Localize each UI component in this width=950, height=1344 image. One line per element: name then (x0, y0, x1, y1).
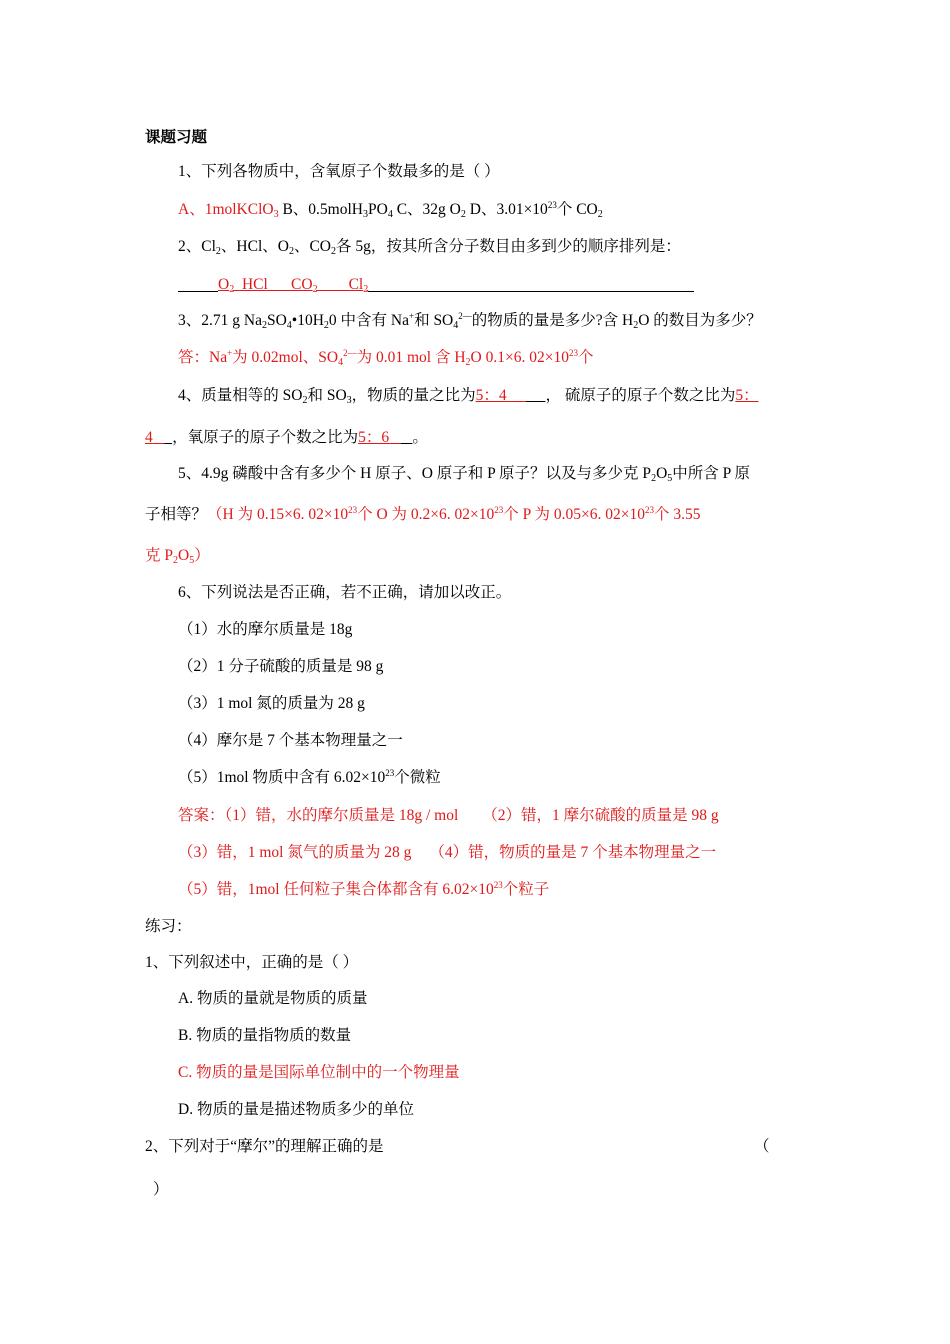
practice-q1-stem: 1、下列叙述中，正确的是（ ） (145, 954, 359, 971)
practice-q1-option-c: C. 物质的量是国际单位制中的一个物理量 (178, 1064, 460, 1081)
practice-q1-option-d: D. 物质的量是描述物质多少的单位 (178, 1101, 414, 1118)
q4-answer-2b: 4 (145, 429, 153, 446)
q2-stem: 2、$Cl_2$、HCl、$O_2$、$CO_2$各 5g，按其所含分子数目由多到少的顺序排列是： (178, 238, 681, 257)
q2-answer: $O_2$ HCl $CO_2$ $Cl_2$ (218, 276, 369, 295)
practice-q1-option-a: A. 物质的量就是物质的质量 (178, 990, 368, 1007)
q6-item-5: （5）1mol 物质中含有 $6.02\times 10^{23}$个微粒 (178, 768, 441, 786)
q1-options (178, 200, 603, 220)
q6-answer-line-3: （5）错，1mol 任何粒子集合体都含有 $6.02\times 10^{23}$个粒子 (178, 880, 550, 898)
practice-q2-close-paren: ） (153, 1181, 169, 1198)
section-title: 课题习题 (145, 129, 208, 146)
q3-answer: 答：Na+为 0.02mol、$SO_4^{2—}$为 0.01 mol 含 $H_2O$ 0.1×6. $02\times 10^{23}$个 (178, 348, 594, 368)
practice-title: 练习： (145, 918, 192, 935)
practice-q1-option-b: B. 物质的量指物质的数量 (178, 1027, 352, 1044)
q5-stem-cont: 子相等？（H 为 0.15×6. $02\times 10^{23}$个 O 为 0.2×6. $02\times 10^{23}$个 P 为 0.05×6. $02\times 10^{23}$个 3.55 (145, 505, 701, 523)
q4-stem-cont: 4 ，氧原子的原子个数之比为5：6 。 (145, 429, 428, 446)
q6-stem: 6、下列说法是否正确，若不正确，请加以改正。 (178, 584, 512, 601)
q4-stem: 4、质量相等的 $SO_2$和 $SO_3$，物质的量之比为5：4 ， 硫原子的原子个数之比为5： (178, 387, 759, 406)
q6-answer-line-1: 答案：（1）错，水的摩尔质量是 18g / mol （2）错，1 摩尔硫酸的质量是 98 g (178, 807, 719, 824)
q4-answer-3: 5：6 (358, 429, 390, 446)
q6-item-1: （1）水的摩尔质量是 18g (178, 621, 353, 638)
practice-q2-stem: 2、下列对于“摩尔”的理解正确的是 (145, 1138, 384, 1155)
q6-item-3: （3）1 mol 氮的质量为 28 g (178, 695, 365, 712)
q4-answer-2a: 5： (735, 387, 759, 404)
q4-answer-1: 5：4 (475, 387, 507, 404)
q5-answer-cont: 克 $P_2O_5$） (145, 547, 210, 566)
q3-stem: 3、2.71 g $Na_2SO_4•10H_20$ 中含有 Na+和 $SO_4^{2—}$的物质的量是多少?含 $H_2O$ 的数目为多少？ (178, 311, 762, 331)
practice-q2-open-paren: （ (754, 1138, 770, 1155)
q1-option-b: B、$0.5molH_3PO_4$ (278, 201, 393, 220)
q6-answer-line-2: （3）错，1 mol 氮气的质量为 28 g （4）错，物质的量是 7 个基本物理量之一 (178, 844, 717, 861)
q1-option-a: A、1molKClO$_3$ (178, 201, 279, 220)
q6-item-4: （4）摩尔是 7 个基本物理量之一 (178, 732, 403, 749)
q6-item-2: （2）1 分子硫酸的质量是 98 g (178, 658, 384, 675)
q5-answer: （H 为 0.15×6. $02\times 10^{23}$个 O 为 0.2×6. $02\times 10^{23}$个 P 为 0.05×6. $02\times 10^{23}$个 3.55 (207, 505, 701, 523)
q1-stem: 1、下列各物质中，含氧原子个数最多的是（ ） (178, 163, 500, 180)
q5-stem: 5、4.9g 磷酸中含有多少个 H 原子、O 原子和 P 原子？以及与多少克 $P_2O_5$中所含 P 原 (178, 465, 751, 484)
q1-option-c: C、32g $O_2$ (392, 201, 466, 220)
q2-answer-line (178, 275, 694, 295)
q1-option-d: D、$3.01\times 10^{23}$个 $CO_2$ (465, 200, 603, 220)
